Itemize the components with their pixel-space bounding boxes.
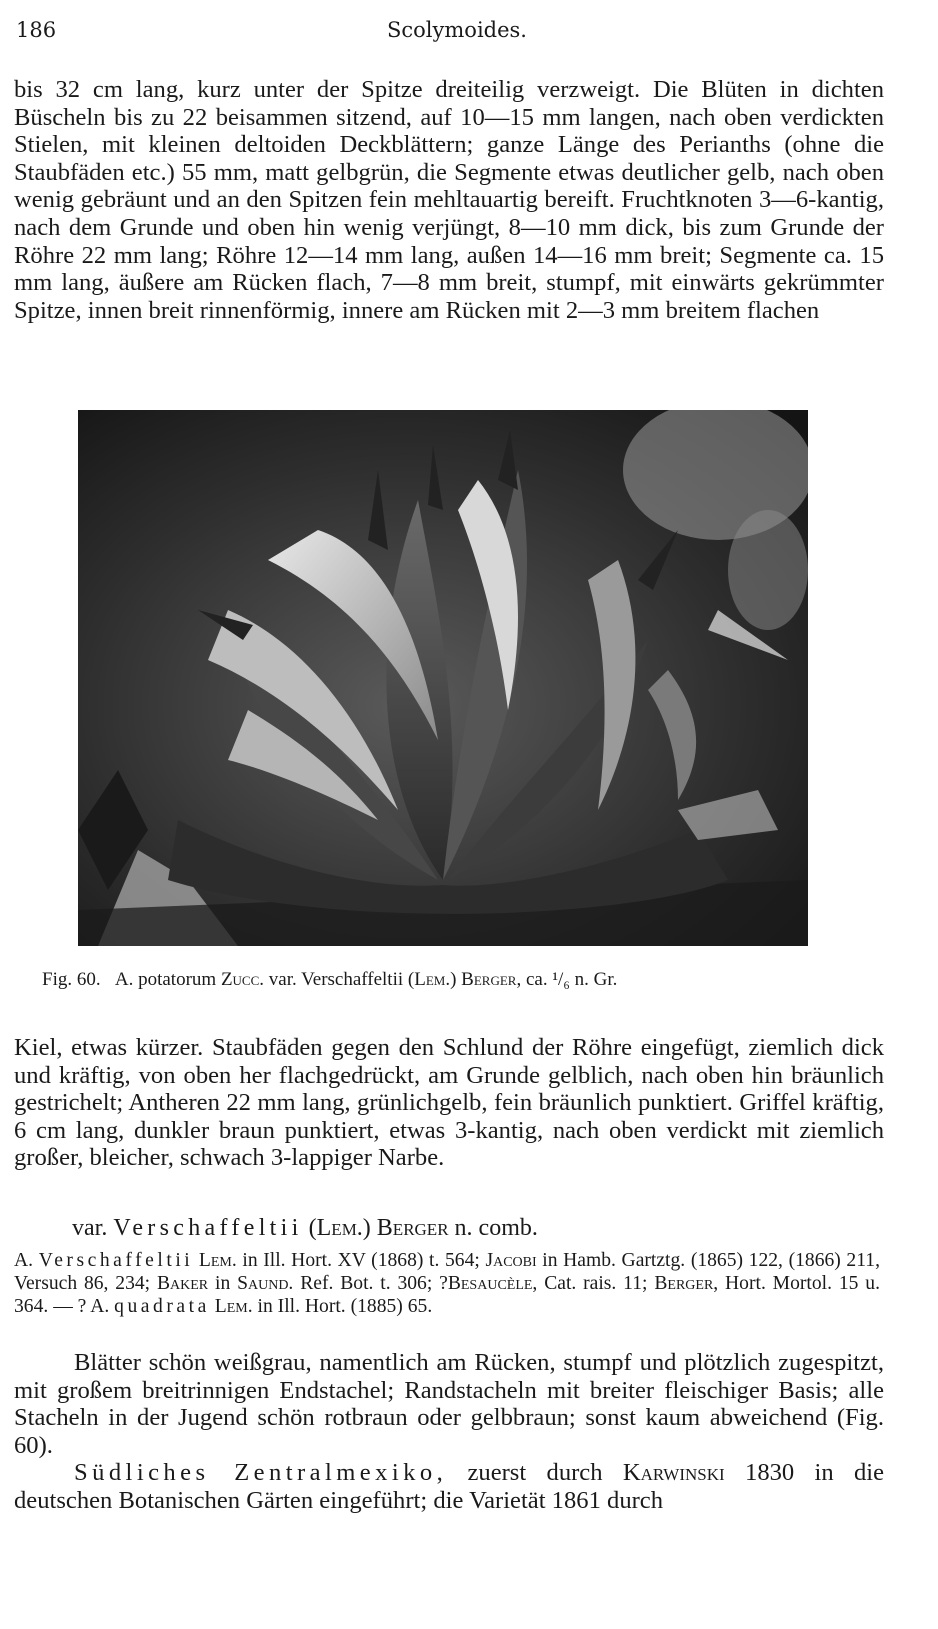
caption-label: Fig. 60. (42, 969, 101, 990)
distribution-region: Südliches Zentralmexiko, (74, 1459, 448, 1487)
person-karwinski: Karwinski (622, 1459, 725, 1487)
distribution-text-a: zuerst durch (467, 1459, 603, 1487)
caption-scale: ca. ¹/₆ n. Gr. (525, 969, 618, 990)
syn-author-baker: Baker (156, 1272, 209, 1294)
page-number: 186 (16, 18, 57, 42)
syn-ref-3: Ref. Bot. t. 306; ? (300, 1272, 448, 1294)
figure-caption (42, 969, 862, 991)
syn-author-jacobi: Jacobi (485, 1250, 537, 1271)
syn-author-lem-2: Lem. (214, 1295, 253, 1317)
running-title: Scolymoides. (387, 18, 527, 42)
variety-heading (72, 1215, 538, 1242)
page-header (16, 18, 898, 48)
paragraph-stamens: Kiel, etwas kürzer. Staubfäden gegen den Schlund der Röhre eingefügt, ziemlich dick und kräftig, von oben her flachgedrückt, am Grunde gelblich, nach oben hin bräunlich gestrichelt; Antheren 22 mm lang, grünlichgelb, fein bräunlich punktiert. Griffel kräftig, 6 cm lang, dunkler braun punktiert, etwas 3-kantig, nach oben verdickt mit ziemlich großer, bleicher, schwach 3-lappiger Narbe. (14, 1034, 884, 1172)
paragraph-leaves: Blätter schön weißgrau, namentlich am Rücken, stumpf und plötzlich zugespitzt, mit großem breitrinnigen Endstachel; Randstacheln mit breiter fleischiger Basis; alle Stacheln in der Jugend schön rotbraun oder gelbbraun; sonst kaum abweichend (Fig. 60). (14, 1349, 884, 1459)
syn-quadrata: quadrata (114, 1295, 210, 1317)
syn-author-berger: Berger, (654, 1272, 719, 1294)
syn-author-saund: Saund. (237, 1272, 294, 1294)
variety-description (14, 1349, 884, 1515)
distribution-text-b: 1830 in die deutschen Botanischen Gärten eingeführt; die Varietät 1861 durch (14, 1459, 885, 1514)
agave-rosette-image (78, 410, 808, 946)
syn-ref-1: in Ill. Hort. XV (1868) t. 564; (242, 1250, 480, 1271)
agave-photograph (78, 410, 808, 946)
paragraph-flower-description: bis 32 cm lang, kurz unter der Spitze dreiteilig verzweigt. Die Blüten in dichten Büscheln bis zu 22 beisammen sitzend, auf 10—15 mm langen, nach oben verdickten Stielen, mit kleinen deltoiden Deckblättern; ganze Länge des Perianths (ohne die Staubfäden etc.) 55 mm, matt gelbgrün, die Segmente etwas deutlicher gelb, nach oben wenig gebräunt und an den Spitzen fein mehltauartig bereift. Fruchtknoten 3—6-kantig, nach dem Grunde und oben hin wenig verjüngt, 8—10 mm dick, bis zum Grunde der Röhre 22 mm lang; Röhre 12—14 mm lang, außen 14—16 mm breit; Segmente ca. 15 mm lang, äußere am Rücken flach, 7—8 mm breit, stumpf, mit einwärts gekrümmter Spitze, innen breit rinnenförmig, innere am Rücken mit 2—3 mm breitem flachen (14, 76, 884, 324)
syn-ref-4: Cat. rais. 11; (544, 1272, 648, 1294)
caption-variety: var. Verschaffeltii (268, 969, 404, 990)
syn-author-besaucele: Besaucèle, (447, 1272, 538, 1294)
syn-genus: A. (14, 1250, 34, 1271)
variety-prefix: var. (72, 1215, 108, 1241)
variety-author: (Lem.) Berger (308, 1215, 449, 1241)
synonymy-list (14, 1250, 880, 1318)
caption-author-lem: (Lem.) (407, 969, 457, 990)
syn-ref-5: Hort. Mortol. 15 u. 364. — ? A. (14, 1272, 880, 1317)
caption-species: A. potatorum (114, 969, 217, 990)
syn-author-lem: Lem. (198, 1250, 237, 1271)
syn-in: in (215, 1272, 231, 1294)
syn-epithet: Verschaffeltii (38, 1250, 194, 1271)
caption-author-berger: Berger, (461, 969, 522, 990)
caption-author-zucc: Zucc. (220, 969, 265, 990)
syn-ref-6: in Ill. Hort. (1885) 65. (257, 1295, 433, 1317)
syn-ref-2: in Hamb. Gartztg. (1865) 122, (1866) 211, Versuch 86, 234; (14, 1250, 880, 1294)
paragraph-distribution (14, 1459, 884, 1514)
variety-suffix: n. comb. (454, 1215, 538, 1241)
variety-name: Verschaffeltii (113, 1215, 303, 1241)
